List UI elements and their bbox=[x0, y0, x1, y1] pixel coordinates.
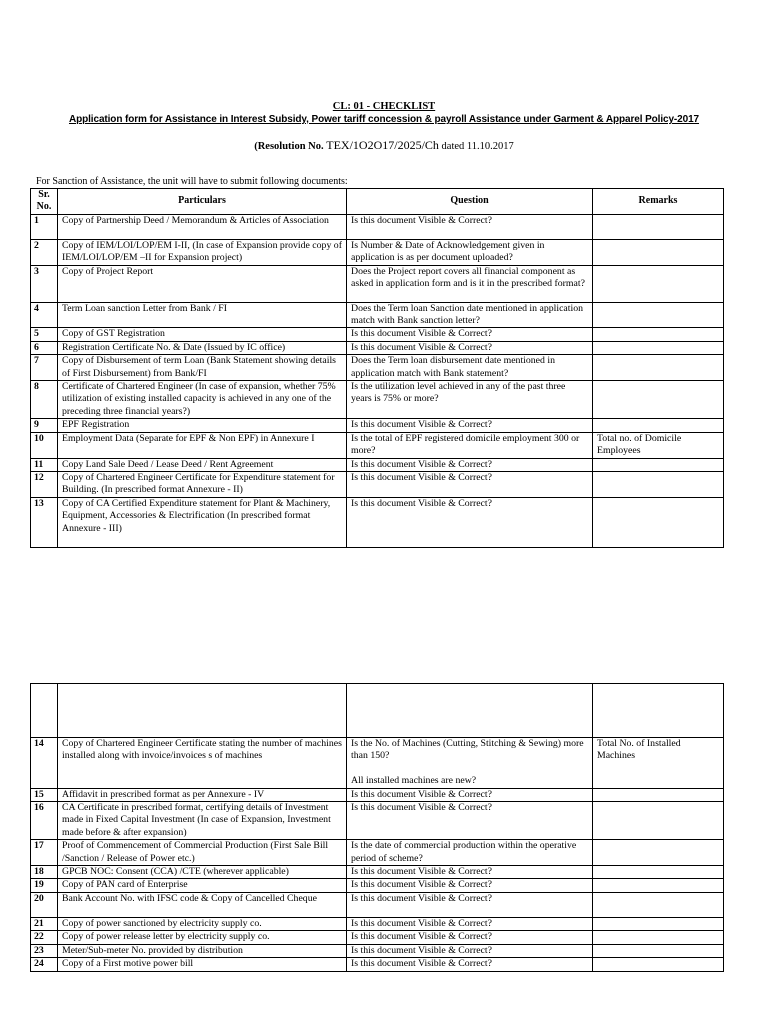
remarks-cell bbox=[593, 341, 724, 354]
particulars-cell: Copy of Partnership Deed / Memorandum & Articles of Association bbox=[58, 214, 347, 239]
question-cell: Is this document Visible & Correct? bbox=[347, 931, 593, 944]
row-number: 8 bbox=[31, 381, 58, 419]
row-number: 17 bbox=[31, 840, 58, 866]
table-row bbox=[31, 788, 724, 801]
remarks-cell bbox=[593, 866, 724, 879]
remarks-cell bbox=[593, 302, 724, 328]
particulars-cell bbox=[58, 684, 347, 738]
particulars-cell: Registration Certificate No. & Date (Issued by IC office) bbox=[58, 341, 347, 354]
table-row bbox=[31, 328, 724, 341]
particulars-cell: Copy of power sanctioned by electricity supply co. bbox=[58, 917, 347, 930]
row-number: 10 bbox=[31, 432, 58, 458]
table-header-row bbox=[31, 189, 724, 215]
row-number: 2 bbox=[31, 239, 58, 265]
remarks-cell: Total no. of Domicile Employees bbox=[593, 432, 724, 458]
row-number: 13 bbox=[31, 497, 58, 547]
question-cell: Does the Project report covers all financial component as asked in application form and is it in the prescribed format? bbox=[347, 265, 593, 302]
row-number: 14 bbox=[31, 738, 58, 789]
particulars-cell: Copy of IEM/LOI/LOP/EM I-II, (In case of Expansion provide copy of IEM/LOI/LOP/EM –II for Expansion project) bbox=[58, 239, 347, 265]
table-row bbox=[31, 958, 724, 971]
remarks-cell bbox=[593, 328, 724, 341]
table-row bbox=[31, 892, 724, 917]
row-number: 15 bbox=[31, 788, 58, 801]
particulars-cell: Copy of Project Report bbox=[58, 265, 347, 302]
row-number: 16 bbox=[31, 802, 58, 840]
table-row bbox=[31, 214, 724, 239]
question-cell: Is this document Visible & Correct? bbox=[347, 892, 593, 917]
question-cell: Is the date of commercial production within the operative period of scheme? bbox=[347, 840, 593, 866]
particulars-cell: Copy Land Sale Deed / Lease Deed / Rent Agreement bbox=[58, 458, 347, 471]
remarks-cell bbox=[593, 931, 724, 944]
header-remarks: Remarks bbox=[593, 189, 724, 215]
row-number: 5 bbox=[31, 328, 58, 341]
particulars-cell: GPCB NOC: Consent (CCA) /CTE (wherever applicable) bbox=[58, 866, 347, 879]
question-cell bbox=[347, 684, 593, 738]
table-row bbox=[31, 944, 724, 957]
table-row bbox=[31, 497, 724, 547]
table-row bbox=[31, 302, 724, 328]
question-cell: Is this document Visible & Correct? bbox=[347, 879, 593, 892]
row-number: 22 bbox=[31, 931, 58, 944]
intro-text: For Sanction of Assistance, the unit will have to submit following documents: bbox=[36, 176, 348, 187]
particulars-cell: Employment Data (Separate for EPF & Non EPF) in Annexure I bbox=[58, 432, 347, 458]
row-number: 4 bbox=[31, 302, 58, 328]
table-row bbox=[31, 471, 724, 497]
row-number: 11 bbox=[31, 458, 58, 471]
question-cell: Is the total of EPF registered domicile employment 300 or more? bbox=[347, 432, 593, 458]
question-cell: Is this document Visible & Correct? bbox=[347, 788, 593, 801]
particulars-cell: Copy of CA Certified Expenditure statement for Plant & Machinery, Equipment, Accessories & Electrification (In prescribed format Annexure - III) bbox=[58, 497, 347, 547]
resolution-line bbox=[0, 138, 768, 153]
row-number: 12 bbox=[31, 471, 58, 497]
remarks-cell bbox=[593, 497, 724, 547]
table-row bbox=[31, 419, 724, 432]
table-row bbox=[31, 341, 724, 354]
remarks-cell: Total No. of Installed Machines bbox=[593, 738, 724, 789]
question-cell: Is the No. of Machines (Cutting, Stitching & Sewing) more than 150? All installed machines are new? bbox=[347, 738, 593, 789]
remarks-cell bbox=[593, 355, 724, 381]
remarks-cell bbox=[593, 802, 724, 840]
particulars-cell: Affidavit in prescribed format as per Annexure - IV bbox=[58, 788, 347, 801]
remarks-cell bbox=[593, 958, 724, 971]
question-cell: Is this document Visible & Correct? bbox=[347, 471, 593, 497]
table-row bbox=[31, 355, 724, 381]
particulars-cell: Copy of a First motive power bill bbox=[58, 958, 347, 971]
checklist-table-2 bbox=[30, 683, 724, 972]
particulars-cell: Term Loan sanction Letter from Bank / FI bbox=[58, 302, 347, 328]
particulars-cell: Copy of GST Registration bbox=[58, 328, 347, 341]
question-cell: Is this document Visible & Correct? bbox=[347, 802, 593, 840]
remarks-cell bbox=[593, 684, 724, 738]
question-cell: Is this document Visible & Correct? bbox=[347, 958, 593, 971]
question-cell: Is this document Visible & Correct? bbox=[347, 419, 593, 432]
table-row bbox=[31, 802, 724, 840]
table-row bbox=[31, 931, 724, 944]
resolution-date: dated 11.10.2017 bbox=[441, 141, 514, 152]
question-cell: Is this document Visible & Correct? bbox=[347, 458, 593, 471]
remarks-cell bbox=[593, 840, 724, 866]
question-cell: Is this document Visible & Correct? bbox=[347, 497, 593, 547]
checklist-title: CL: 01 - CHECKLIST bbox=[332, 101, 436, 112]
resolution-number: TEX/1O2O17/2025/Ch bbox=[326, 138, 439, 152]
question-cell: Is Number & Date of Acknowledgement given in application is as per document uploaded? bbox=[347, 239, 593, 265]
table-row bbox=[31, 738, 724, 789]
remarks-cell bbox=[593, 788, 724, 801]
row-number: 18 bbox=[31, 866, 58, 879]
row-number bbox=[31, 684, 58, 738]
table-row bbox=[31, 684, 724, 738]
remarks-cell bbox=[593, 944, 724, 957]
remarks-cell bbox=[593, 214, 724, 239]
remarks-cell bbox=[593, 381, 724, 419]
header-question: Question bbox=[347, 189, 593, 215]
question-cell: Is this document Visible & Correct? bbox=[347, 328, 593, 341]
particulars-cell: Copy of PAN card of Enterprise bbox=[58, 879, 347, 892]
question-cell: Does the Term loan disbursement date mentioned in application match with Bank statement? bbox=[347, 355, 593, 381]
table-row bbox=[31, 432, 724, 458]
question-cell: Is this document Visible & Correct? bbox=[347, 944, 593, 957]
particulars-cell: Proof of Commencement of Commercial Production (First Sale Bill /Sanction / Release of Power etc.) bbox=[58, 840, 347, 866]
particulars-cell: Copy of Chartered Engineer Certificate for Expenditure statement for Building. (In prescribed format Annexure - II) bbox=[58, 471, 347, 497]
remarks-cell bbox=[593, 265, 724, 302]
row-number: 24 bbox=[31, 958, 58, 971]
checklist-table-1 bbox=[30, 188, 724, 548]
resolution-label: (Resolution No. bbox=[254, 141, 324, 152]
particulars-cell: Meter/Sub-meter No. provided by distribution bbox=[58, 944, 347, 957]
table-row bbox=[31, 458, 724, 471]
question-cell: Is the utilization level achieved in any of the past three years is 75% or more? bbox=[347, 381, 593, 419]
table-row bbox=[31, 381, 724, 419]
particulars-cell: Bank Account No. with IFSC code & Copy of Cancelled Cheque bbox=[58, 892, 347, 917]
question-cell: Is this document Visible & Correct? bbox=[347, 866, 593, 879]
row-number: 20 bbox=[31, 892, 58, 917]
particulars-cell: Copy of Chartered Engineer Certificate stating the number of machines installed along with invoice/invoices s of machines bbox=[58, 738, 347, 789]
question-cell: Is this document Visible & Correct? bbox=[347, 214, 593, 239]
row-number: 6 bbox=[31, 341, 58, 354]
remarks-cell bbox=[593, 239, 724, 265]
remarks-cell bbox=[593, 892, 724, 917]
particulars-cell: Certificate of Chartered Engineer (In case of expansion, whether 75% utilization of existing installed capacity is achieved in any one of the preceding three financial years?) bbox=[58, 381, 347, 419]
particulars-cell: CA Certificate in prescribed format, certifying details of Investment made in Fixed Capital Investment (In case of Expansion, Investment made before & after expansion) bbox=[58, 802, 347, 840]
table-row bbox=[31, 879, 724, 892]
particulars-cell: Copy of Disbursement of term Loan (Bank Statement showing details of First Disbursement) from Bank/FI bbox=[58, 355, 347, 381]
question-cell: Is this document Visible & Correct? bbox=[347, 341, 593, 354]
header-particulars: Particulars bbox=[58, 189, 347, 215]
remarks-cell bbox=[593, 471, 724, 497]
remarks-cell bbox=[593, 419, 724, 432]
question-cell: Does the Term loan Sanction date mentioned in application match with Bank sanction letter? bbox=[347, 302, 593, 328]
row-number: 3 bbox=[31, 265, 58, 302]
remarks-cell bbox=[593, 458, 724, 471]
row-number: 7 bbox=[31, 355, 58, 381]
table-row bbox=[31, 917, 724, 930]
table-row bbox=[31, 840, 724, 866]
remarks-cell bbox=[593, 917, 724, 930]
table-row bbox=[31, 265, 724, 302]
row-number: 1 bbox=[31, 214, 58, 239]
remarks-cell bbox=[593, 879, 724, 892]
particulars-cell: Copy of power release letter by electricity supply co. bbox=[58, 931, 347, 944]
row-number: 21 bbox=[31, 917, 58, 930]
header-sr-no: Sr. No. bbox=[31, 189, 58, 215]
table-row bbox=[31, 239, 724, 265]
particulars-cell: EPF Registration bbox=[58, 419, 347, 432]
question-cell: Is this document Visible & Correct? bbox=[347, 917, 593, 930]
row-number: 19 bbox=[31, 879, 58, 892]
table-row bbox=[31, 866, 724, 879]
row-number: 23 bbox=[31, 944, 58, 957]
application-title: Application form for Assistance in Interest Subsidy, Power tariff concession & payroll Assistance under Garment & Apparel Policy-2017 bbox=[68, 114, 700, 125]
row-number: 9 bbox=[31, 419, 58, 432]
